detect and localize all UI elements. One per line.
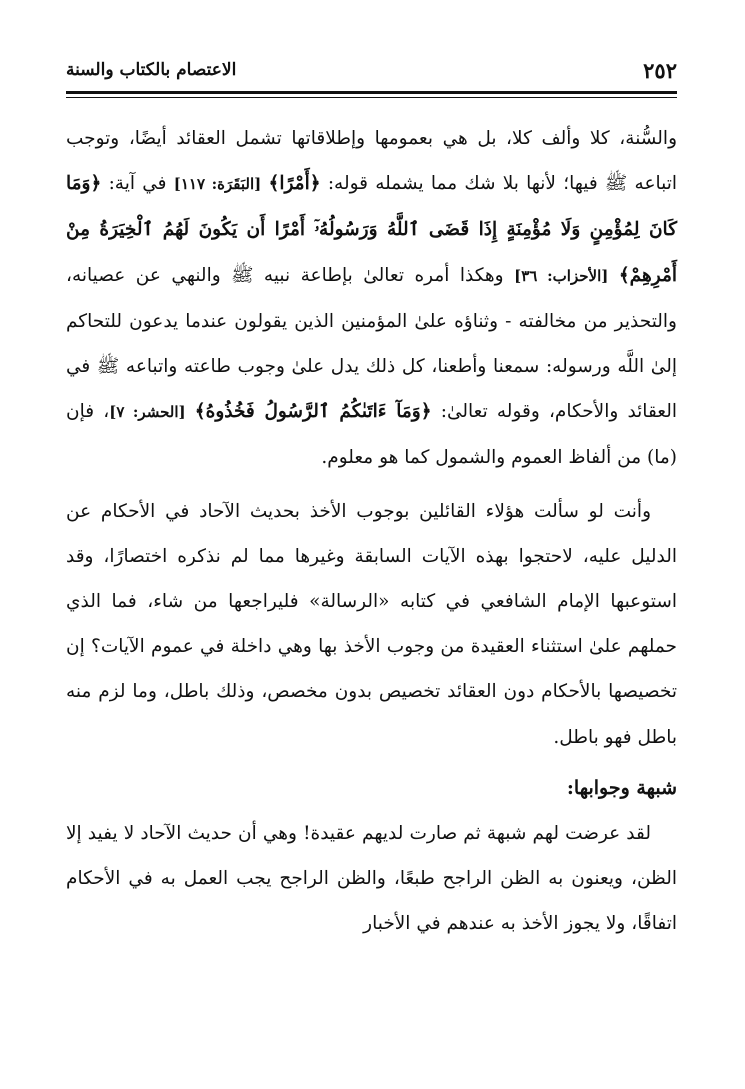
paragraph-text: ، فإن (ما) من ألفاظ العموم والشمول كما هو معلوم. xyxy=(66,401,677,469)
paragraph-text xyxy=(186,401,195,422)
quran-quote: ﴿وَمَا كَانَ لِمُؤْمِنٍ وَلَا مُؤْمِنَةٍ إِذَا قَضَى ٱللَّهُ وَرَسُولُهُۥٓ أَمْرًا أَن يَكُونَ لَهُمُ ٱلْخِيَرَةُ مِنْ أَمْرِهِمْ﴾ xyxy=(66,173,677,286)
header-rule-thick xyxy=(66,91,677,94)
verse-reference: [الأحزاب: ٣٦] xyxy=(514,266,609,285)
verse-reference: [البَقَرَة: ١١٧] xyxy=(173,175,262,194)
header-rule-thin xyxy=(66,97,677,98)
paragraph-3: لقد عرضت لهم شبهة ثم صارت لديهم عقيدة! وهي أن حديث الآحاد لا يفيد إلا الظن، ويعنون به الظن الراجح طبعًا، والظن الراجح يجب العمل به في الأحكام اتفاقًا، ولا يجوز الأخذ به عندهم في الأخبار xyxy=(66,823,677,935)
paragraph-text xyxy=(261,173,268,194)
paragraph-text xyxy=(608,265,618,286)
running-title: الاعتصام بالكتاب والسنة xyxy=(66,60,237,80)
paragraph-text: وهكذا أمره تعالىٰ بإطاعة نبيه ﷺ والنهي عن عصيانه، والتحذير من مخالفته - وثناؤه علىٰ المؤمنين الذين يقولون عندما يدعون للتحاكم إلىٰ اللَّه ورسوله: سمعنا وأطعنا، كل ذلك يدل علىٰ وجوب طاعته واتباعه ﷺ في العقائد والأحكام، وقوله تعالىٰ: xyxy=(66,264,678,423)
paragraph-1 xyxy=(66,116,677,481)
paragraph-text: والسُّنة، كلا وألف كلا، بل هي بعمومها وإطلاقاتها تشمل العقائد أيضًا، وتوجب اتباعه ﷺ فيها؛ لأنها بلا شك مما يشمله قوله: xyxy=(66,128,677,195)
paragraph-text: وأنت لو سألت هؤلاء القائلين بوجوب الأخذ بحديث الآحاد في الأحكام عن الدليل عليه، لاحتجوا بهذه الآيات السابقة وغيرها مما لم نذكره اختصارًا، وقد استوعبها الإمام الشافعي في كتابه «الرسالة» فليراجعها من شاء، فما الذي حملهم علىٰ استثناء العقيدة من وجوب الأخذ بها وهي داخلة في عموم الآيات؟ إن تخصيصها بالأحكام دون العقائد تخصيص بدون مخصص، وذلك باطل، وما لزم منه باطل فهو باطل. xyxy=(66,500,677,748)
page-header xyxy=(66,52,677,88)
quran-quote: ﴿وَمَآ ءَاتَىٰكُمُ ٱلرَّسُولُ فَخُذُوهُ﴾ xyxy=(194,401,432,423)
verse-reference: [الحشر: ٧] xyxy=(109,403,186,422)
quran-quote: ﴿أَمْرًا﴾ xyxy=(268,173,321,195)
paragraph-text: في آية: xyxy=(101,173,174,195)
page-body xyxy=(66,116,677,947)
paragraph-2 xyxy=(66,489,677,760)
section-heading: شبهة وجوابها: xyxy=(566,776,677,799)
page-number: ٢٥٢ xyxy=(643,58,677,83)
